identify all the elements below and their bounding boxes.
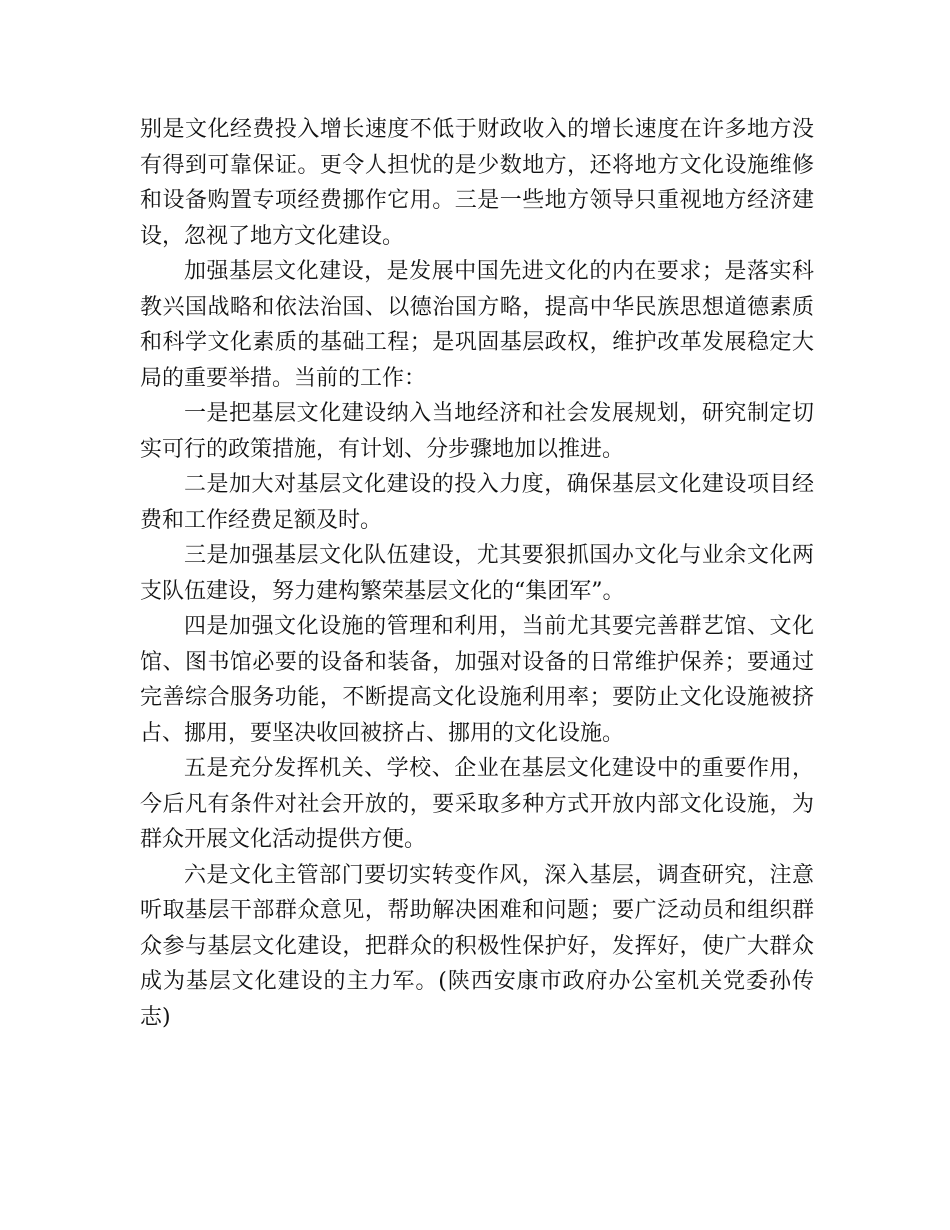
document-body [140, 112, 814, 1035]
paragraph-1: 别是文化经费投入增长速度不低于财政收入的增长速度在许多地方没有得到可靠保证。更令人担忧的是少数地方，还将地方文化设施维修和设备购置专项经费挪作它用。三是一些地方领导只重视地方经济建设，忽视了地方文化建设。 [140, 117, 814, 249]
paragraph-2: 加强基层文化建设，是发展中国先进文化的内在要求；是落实科教兴国战略和依法治国、以德治国方略，提高中华民族思想道德素质和科学文化素质的基础工程；是巩固基层政权，维护改革发展稳定大局的重要举措。当前的工作： [140, 259, 814, 391]
paragraph-6: 四是加强文化设施的管理和利用，当前尤其要完善群艺馆、文化馆、图书馆必要的设备和装备，加强对设备的日常维护保养；要通过完善综合服务功能，不断提高文化设施利用率；要防止文化设施被挤占、挪用，要坚决收回被挤占、挪用的文化设施。 [140, 614, 814, 746]
paragraph-3: 一是把基层文化建设纳入当地经济和社会发展规划，研究制定切实可行的政策措施，有计划、分步骤地加以推进。 [140, 401, 814, 462]
paragraph-8: 六是文化主管部门要切实转变作风，深入基层，调查研究，注意听取基层干部群众意见，帮助解决困难和问题；要广泛动员和组织群众参与基层文化建设，把群众的积极性保护好，发挥好，使广大群众成为基层文化建设的主力军。(陕西安康市政府办公室机关党委孙传志) [140, 862, 814, 1030]
paragraph-4: 二是加大对基层文化建设的投入力度，确保基层文化建设项目经费和工作经费足额及时。 [140, 472, 814, 533]
paragraph-5: 三是加强基层文化队伍建设，尤其要狠抓国办文化与业余文化两支队伍建设，努力建构繁荣基层文化的“集团军”。 [140, 543, 814, 604]
paragraph-7: 五是充分发挥机关、学校、企业在基层文化建设中的重要作用，今后凡有条件对社会开放的，要采取多种方式开放内部文化设施，为群众开展文化活动提供方便。 [140, 756, 814, 852]
